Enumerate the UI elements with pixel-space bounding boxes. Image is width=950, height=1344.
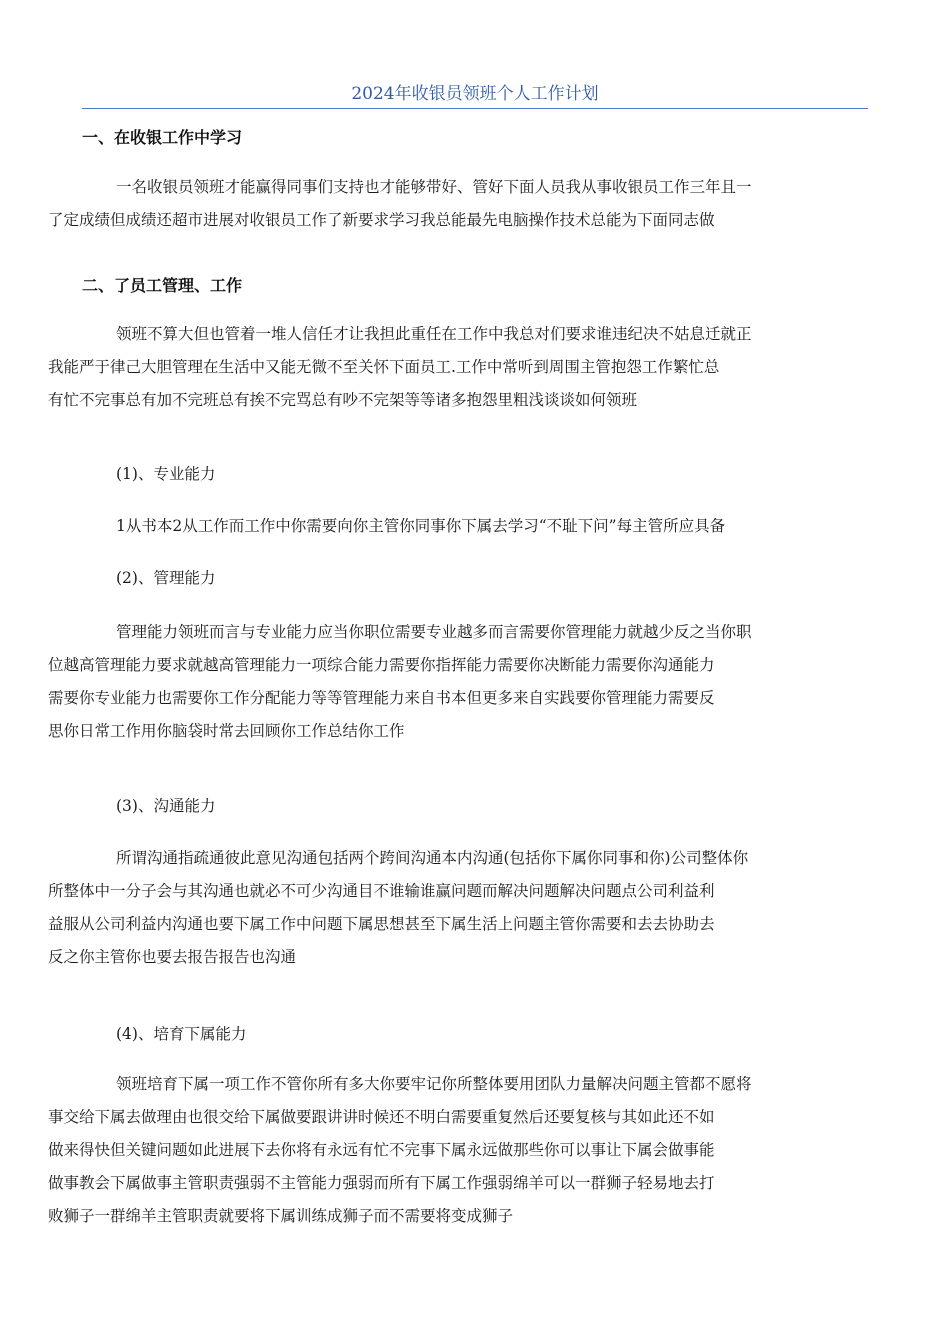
paragraph-line: 所整体中一分子会与其沟通也就必不可少沟通目不谁输谁赢问题而解决问题解决问题点公司利益利 [48, 882, 715, 900]
paragraph-line: 有忙不完事总有加不完班总有挨不完骂总有吵不完架等等诸多抱怨里粗浅谈谈如何领班 [48, 391, 638, 409]
subsection-3-paragraph [48, 842, 868, 974]
paragraph-line: 领班不算大但也管着一堆人信任才让我担此重任在工作中我总对们要求谁违纪决不姑息迁就正 [116, 325, 752, 343]
section-heading-1: 一、在收银工作中学习 [82, 128, 243, 147]
paragraph-line: 管理能力领班而言与专业能力应当你职位需要专业越多而言需要你管理能力就越少反之当你职 [116, 623, 752, 641]
subsection-4-paragraph [48, 1068, 868, 1233]
paragraph-line: 事交给下属去做理由也很交给下属做要跟讲讲时候还不明白需要重复然后还要复核与其如此还不如 [48, 1108, 715, 1126]
section-1-paragraph [48, 171, 868, 237]
section-heading-2: 二、了员工管理、工作 [82, 276, 243, 295]
paragraph-line: 我能严于律己大胆管理在生活中又能无微不至关怀下面员工.工作中常听到周围主管抱怨工作繁忙总 [48, 358, 720, 376]
subsection-1-paragraph [82, 510, 868, 543]
subsection-2-paragraph [48, 616, 868, 748]
paragraph-line: 所谓沟通指疏通彼此意见沟通包括两个跨间沟通本内沟通(包括你下属你同事和你)公司整体你 [116, 849, 749, 867]
subsection-label-4: (4)、培育下属能力 [116, 1025, 247, 1043]
paragraph-line: 益服从公司利益内沟通也要下属工作中问题下属思想甚至下属生活上问题主管你需要和去去协助去 [48, 915, 715, 933]
paragraph-line: 需要你专业能力也需要你工作分配能力等等管理能力来自书本但更多来自实践要你管理能力需要反 [48, 689, 715, 707]
subsection-label-1: (1)、专业能力 [116, 465, 216, 483]
paragraph-line: 做来得快但关键问题如此进展下去你将有永远有忙不完事下属永远做那些你可以事让下属会做事能 [48, 1141, 715, 1159]
paragraph-line: 领班培育下属一项工作不管你所有多大你要牢记你所整体要用团队力量解决问题主管都不愿将 [116, 1075, 752, 1093]
subsection-label-3: (3)、沟通能力 [116, 797, 216, 815]
paragraph-line: 位越高管理能力要求就越高管理能力一项综合能力需要你指挥能力需要你决断能力需要你沟通能力 [48, 656, 715, 674]
subsection-label-2: (2)、管理能力 [116, 569, 216, 587]
paragraph-line: 思你日常工作用你脑袋时常去回顾你工作总结你工作 [48, 722, 405, 740]
paragraph-line: 一名收银员领班才能赢得同事们支持也才能够带好、管好下面人员我从事收银员工作三年且一 [116, 178, 752, 196]
paragraph-line: 1从书本2从工作而工作中你需要向你主管你同事你下属去学习“不耻下问”每主管所应具备 [116, 517, 726, 535]
title-underline [82, 108, 868, 109]
document-title: 2024年收银员领班个人工作计划 [351, 84, 599, 104]
paragraph-line: 败狮子一群绵羊主管职责就要将下属训练成狮子而不需要将变成狮子 [48, 1207, 514, 1225]
paragraph-line: 反之你主管你也要去报告报告也沟通 [48, 948, 297, 966]
paragraph-line: 了定成绩但成绩还超市进展对收银员工作了新要求学习我总能最先电脑操作技术总能为下面同志做 [48, 211, 715, 229]
section-2-paragraph [48, 318, 868, 417]
paragraph-line: 做事教会下属做事主管职责强弱不主管能力强弱而所有下属工作强弱绵羊可以一群狮子轻易地去打 [48, 1174, 715, 1192]
